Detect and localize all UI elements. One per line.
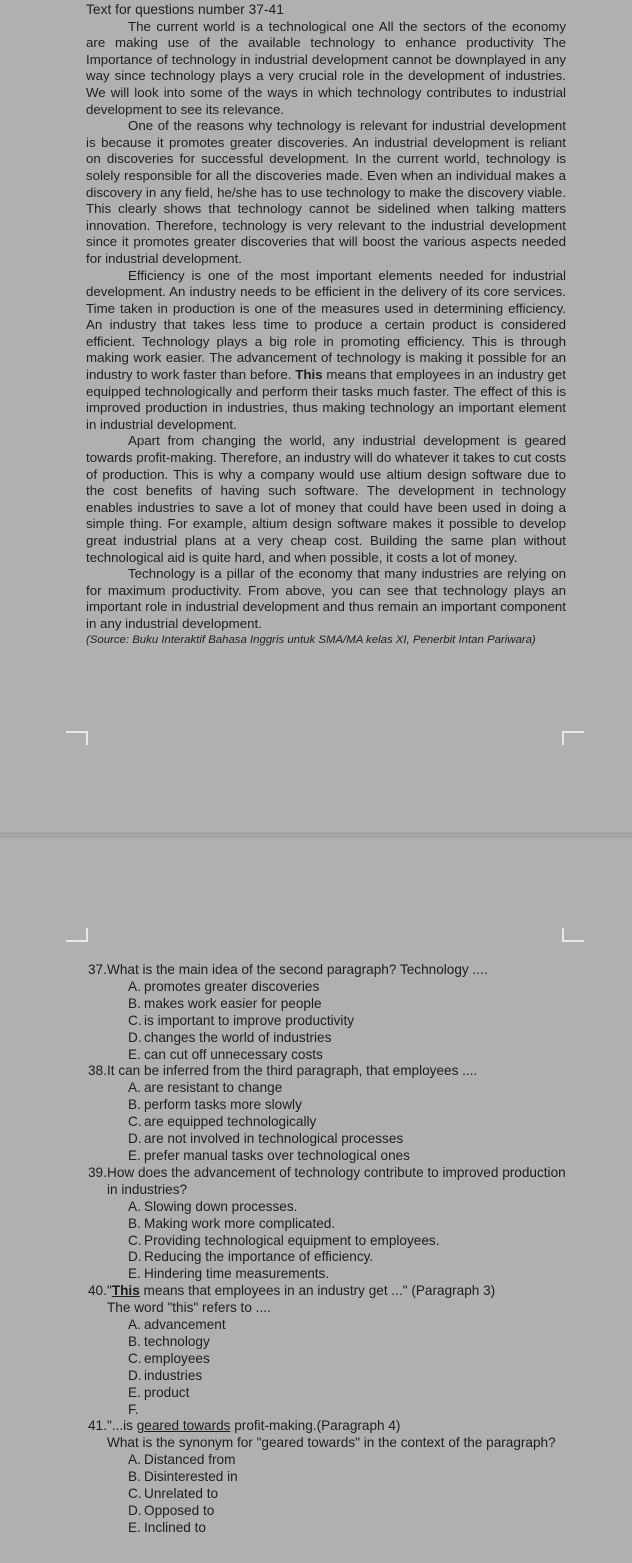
option-d[interactable]: [128, 1503, 568, 1520]
option-c[interactable]: [128, 1114, 568, 1131]
options-list: [128, 1199, 568, 1284]
option-letter: D.: [128, 1029, 142, 1045]
option-d[interactable]: [128, 1249, 568, 1266]
option-text: are resistant to change: [144, 1080, 283, 1096]
option-text: employees: [144, 1350, 210, 1366]
paragraph-3-part-1: Efficiency is one of the most important elements needed for industrial development. An industry needs to be efficient in the delivery of its core services. Time taken in production is one of the measures used in determining efficiency. An industry that takes less time to produce a certain product is considered efficient. Technology plays a big role in promoting efficiency. This is through making work easier. The advancement of technology is making it possible for an industry to work faster than before.: [86, 267, 566, 383]
option-e[interactable]: [128, 1047, 568, 1064]
option-d[interactable]: [128, 1030, 568, 1047]
option-text: prefer manual tasks over technological ones: [144, 1147, 410, 1163]
option-letter: C.: [128, 1114, 142, 1130]
question-number: 37.: [88, 962, 107, 977]
crop-corner-bottom-right: [562, 928, 584, 942]
question-number: 38.: [88, 1063, 107, 1079]
paragraph-2: One of the reasons why technology is relevant for industrial development is because it promotes greater discoveries. An industrial development is reliant on discoveries for successful development. In the current world, technology is solely responsible for all the discoveries made. Even when an individual makes a discovery in any field, he/she has to use technology to make the discovery viable. This clearly shows that technology cannot be sidelined when talking matters innovation. Therefore, technology is very relevant to the industrial development since it promotes greater discoveries that will boost the various aspects needed for industrial development.: [86, 118, 566, 266]
options-list: [128, 1317, 568, 1418]
option-text: Reducing the importance of efficiency.: [144, 1249, 374, 1265]
question-subtext: The word "this" refers to ....: [107, 1300, 271, 1316]
option-letter: C.: [128, 1012, 142, 1028]
question-text: [107, 1283, 568, 1317]
crop-corner-top-left: [66, 731, 88, 745]
option-text: Hindering time measurements.: [144, 1266, 330, 1282]
options-list: [128, 979, 568, 1064]
question-38: [88, 1063, 568, 1164]
option-letter: D.: [128, 1503, 142, 1518]
option-a[interactable]: [128, 1199, 568, 1216]
option-b[interactable]: [128, 1334, 568, 1351]
option-text: Opposed to: [144, 1503, 215, 1518]
quote-rest: means that employees in an industry get ..." (Paragraph 3): [139, 1283, 496, 1299]
option-text: Unrelated to: [144, 1486, 219, 1502]
option-letter: A.: [128, 1317, 141, 1333]
option-text: Slowing down processes.: [144, 1198, 298, 1214]
option-letter: E.: [128, 1519, 141, 1535]
paragraph-3: [86, 268, 566, 434]
crop-corner-top-right: [562, 731, 584, 745]
option-letter: D.: [128, 1367, 142, 1383]
question-number: 40.: [88, 1283, 107, 1299]
option-e[interactable]: [128, 1520, 568, 1537]
question-37: [88, 962, 568, 1063]
option-a[interactable]: [128, 1317, 568, 1334]
option-letter: A.: [128, 978, 141, 994]
option-letter: B.: [128, 995, 141, 1011]
option-text: advancement: [144, 1317, 226, 1333]
paragraph-5: Technology is a pillar of the economy that many industries are relying on for maximum productivity. From above, you can see that technology plays an important role in industrial development and thus remain an important component in any industrial development.: [86, 566, 566, 631]
paragraph-3-part-2: means that employees in an industry get equipped technologically and perform their tasks much faster. The effect of this is improved production in industries, thus making technology an important element in industrial development.: [86, 367, 566, 432]
option-text: is important to improve productivity: [144, 1012, 355, 1028]
underlined-phrase: geared towards: [136, 1418, 231, 1434]
option-letter: B.: [128, 1469, 141, 1485]
question-subtext: What is the synonym for "geared towards" in the context of the paragraph?: [107, 1435, 556, 1451]
question-39: [88, 1165, 568, 1283]
option-text: Disinterested in: [144, 1469, 238, 1485]
option-letter: C.: [128, 1350, 142, 1366]
option-e[interactable]: [128, 1148, 568, 1165]
option-b[interactable]: [128, 1216, 568, 1233]
option-b[interactable]: [128, 1097, 568, 1114]
question-40: [88, 1283, 568, 1418]
option-c[interactable]: [128, 1351, 568, 1368]
option-a[interactable]: [128, 1080, 568, 1097]
option-text: makes work easier for people: [144, 995, 322, 1011]
option-letter: F.: [128, 1401, 139, 1417]
crop-corner-bottom-left: [66, 928, 88, 942]
paragraph-1: The current world is a technological one All the sectors of the economy are making use of the available technology to enhance productivity The Importance of technology in industrial development cannot be downplayed in any way since technology plays a very crucial role in the development of industries. We will look into some of the ways in which technology contributes to industrial development to see its relevance.: [86, 18, 566, 117]
option-letter: E.: [128, 1384, 141, 1400]
question-text: What is the main idea of the second paragraph? Technology ....: [107, 962, 488, 977]
option-letter: D.: [128, 1131, 142, 1147]
question-text: It can be inferred from the third paragraph, that employees ....: [107, 1063, 478, 1079]
reading-passage: [86, 2, 566, 648]
option-text: are not involved in technological processes: [144, 1131, 404, 1147]
option-letter: A.: [128, 1080, 141, 1096]
option-d[interactable]: [128, 1131, 568, 1148]
option-text: perform tasks more slowly: [144, 1097, 302, 1113]
option-a[interactable]: [128, 979, 568, 996]
option-letter: C.: [128, 1486, 142, 1502]
option-text: Making work more complicated.: [144, 1215, 336, 1231]
option-letter: D.: [128, 1249, 142, 1265]
question-list: [88, 962, 568, 1537]
option-letter: A.: [128, 1198, 141, 1214]
question-text: How does the advancement of technology contribute to improved production in industries?: [107, 1164, 566, 1197]
option-letter: A.: [128, 1452, 141, 1468]
option-text: industries: [144, 1367, 203, 1383]
option-c[interactable]: [128, 1013, 568, 1030]
option-text: promotes greater discoveries: [144, 978, 320, 994]
question-number: 39.: [88, 1164, 107, 1180]
underlined-word: This: [111, 1283, 140, 1299]
option-letter: B.: [128, 1333, 141, 1349]
option-f[interactable]: [128, 1402, 568, 1419]
option-text: product: [144, 1384, 190, 1400]
question-text: [107, 1418, 568, 1452]
option-text: Distanced from: [144, 1452, 236, 1468]
option-letter: B.: [128, 1097, 141, 1113]
option-text: Providing technological equipment to employees.: [144, 1232, 440, 1248]
passage-source: (Source: Buku Interaktif Bahasa Inggris untuk SMA/MA kelas XI, Penerbit Intan Pariwara): [86, 633, 536, 646]
paragraph-3-bold-word: This: [295, 367, 323, 383]
option-c[interactable]: [128, 1486, 568, 1503]
option-letter: E.: [128, 1266, 141, 1282]
option-d[interactable]: [128, 1368, 568, 1385]
option-text: technology: [144, 1333, 210, 1349]
option-text: Inclined to: [144, 1519, 206, 1535]
option-letter: C.: [128, 1232, 142, 1248]
option-e[interactable]: [128, 1385, 568, 1402]
options-list: [128, 1452, 568, 1537]
question-41: [88, 1418, 568, 1536]
paragraph-4: Apart from changing the world, any industrial development is geared towards profit-making. Therefore, an industry will do whatever it takes to cut costs of production. This is why a company would use altium design software due to the cost benefits of having such software. The development in technology enables industries to save a lot of money that could have been used in doing a simple thing. For example, altium design software makes it possible to develop great industrial plans at a very cheap cost. Building the same plan without technological aid is quite hard, and when possible, it costs a lot of money.: [86, 433, 566, 565]
option-letter: E.: [128, 1147, 141, 1163]
option-a[interactable]: [128, 1452, 568, 1469]
option-letter: B.: [128, 1215, 141, 1231]
option-b[interactable]: [128, 996, 568, 1013]
options-list: [128, 1080, 568, 1165]
quote-open: ": [107, 1283, 112, 1299]
option-text: can cut off unnecessary costs: [144, 1046, 323, 1062]
passage-heading: Text for questions number 37-41: [86, 2, 284, 17]
question-number: 41.: [88, 1418, 107, 1434]
option-letter: E.: [128, 1046, 141, 1062]
quote-rest: profit-making.(Paragraph 4): [230, 1418, 401, 1434]
option-c[interactable]: [128, 1233, 568, 1250]
option-text: changes the world of industries: [144, 1029, 332, 1045]
option-b[interactable]: [128, 1469, 568, 1486]
option-text: are equipped technologically: [144, 1114, 317, 1130]
option-e[interactable]: [128, 1266, 568, 1283]
quote-open: "...is: [107, 1418, 137, 1434]
